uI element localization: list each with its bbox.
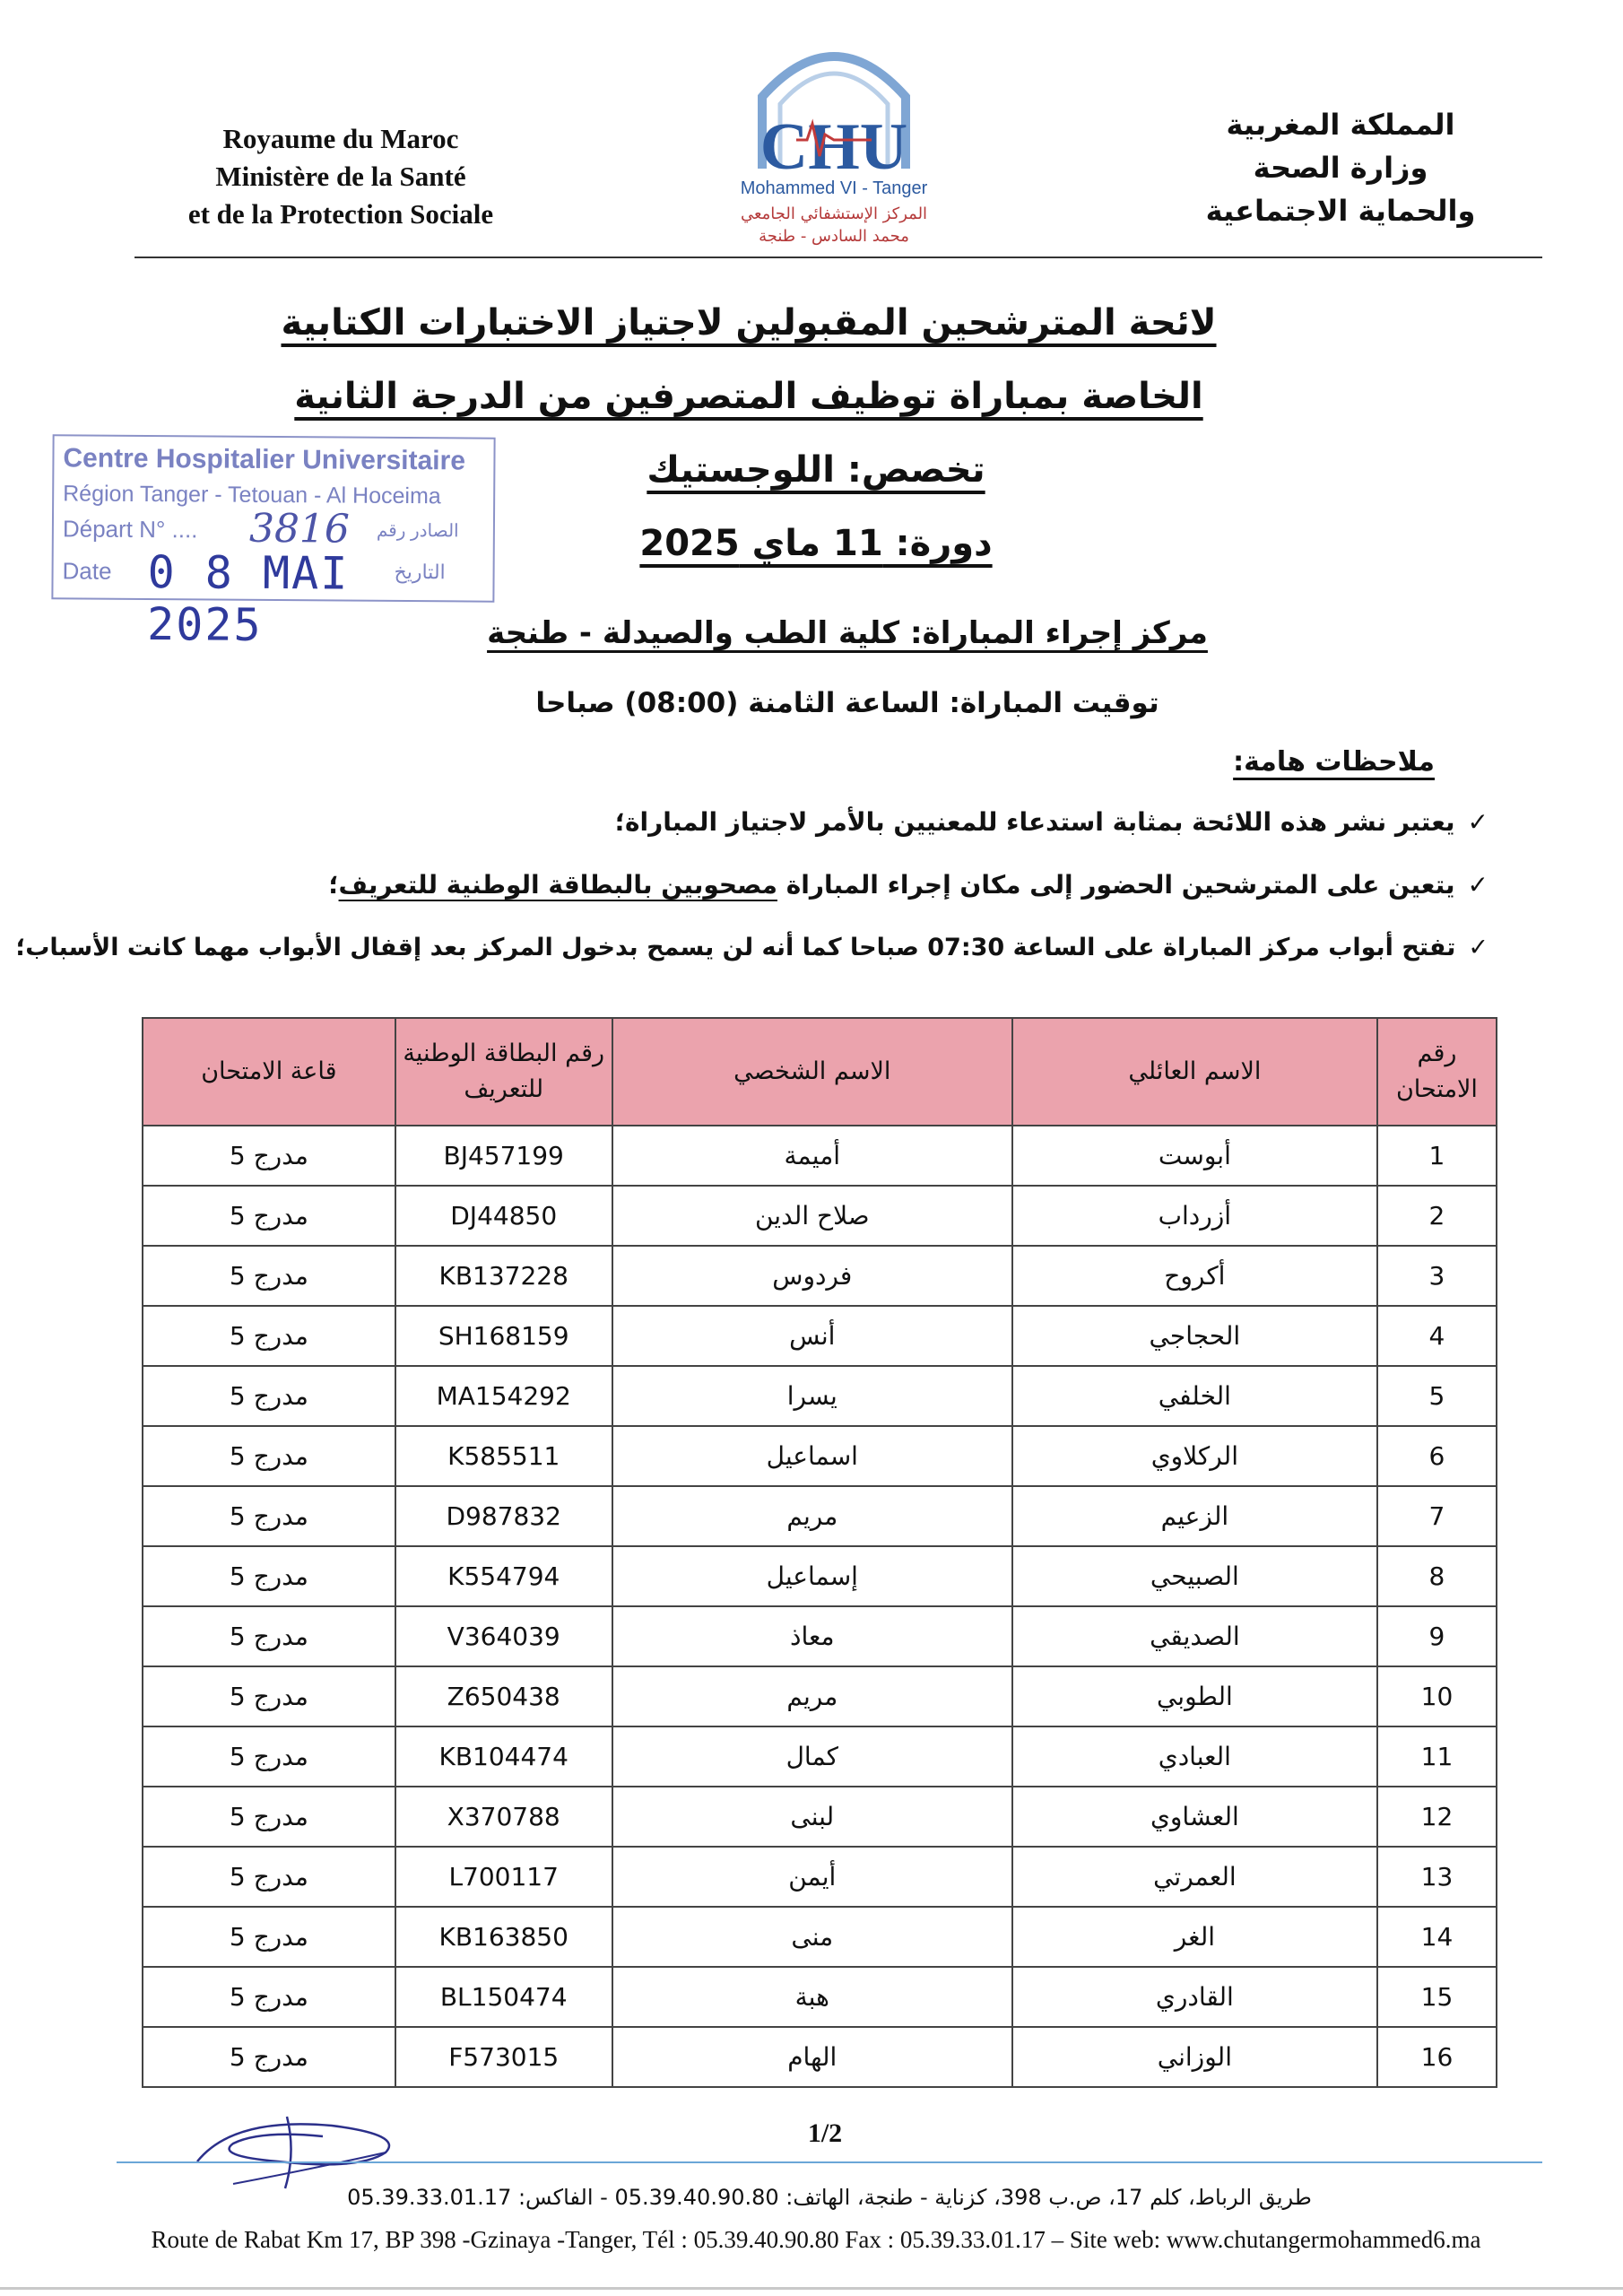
note-3-text: تفتح أبواب مركز المباراة على الساعة 07:30 صباحا كما أنه لن يسمح بدخول المركز بعد إقفال الأبواب مهما كانت الأسباب؛ <box>15 934 1456 961</box>
footer-arabic-address: طريق الرباط، كلم 17، ص.ب 398، كزناية - طنجة، الهاتف: 05.39.40.90.80 - الفاكس: 05.39.33.01.17 <box>347 2185 1312 2210</box>
cell-cin: V364039 <box>395 1606 612 1666</box>
chu-logo <box>708 34 959 258</box>
cell-family: القادري <box>1012 1967 1377 2027</box>
checkmark-icon: ✓ <box>1467 807 1488 837</box>
cell-cin: KB163850 <box>395 1907 612 1967</box>
table-row <box>143 1126 1497 1186</box>
stamp-depart-label: Départ N° .... <box>62 515 198 544</box>
checkmark-icon: ✓ <box>1468 934 1488 961</box>
cell-family: الطوبي <box>1012 1666 1377 1726</box>
cell-cin: KB104474 <box>395 1726 612 1787</box>
stamp-date-arabic: التاريخ <box>394 560 446 584</box>
cell-num: 7 <box>1377 1486 1497 1546</box>
cell-room: مدرج 5 <box>143 1366 395 1426</box>
cell-given: مريم <box>612 1486 1012 1546</box>
table-row <box>143 1426 1497 1486</box>
cell-room: مدرج 5 <box>143 1967 395 2027</box>
table-row <box>143 1306 1497 1366</box>
checkmark-icon: ✓ <box>1467 870 1488 900</box>
cell-num: 10 <box>1377 1666 1497 1726</box>
cell-given: كمال <box>612 1726 1012 1787</box>
stamp-depart-arabic: الصادر رقم <box>376 520 459 542</box>
cell-room: مدرج 5 <box>143 1186 395 1246</box>
cell-cin: K585511 <box>395 1426 612 1486</box>
cell-cin: SH168159 <box>395 1306 612 1366</box>
table-row <box>143 1486 1497 1546</box>
cell-given: أنس <box>612 1306 1012 1366</box>
header-fr-line-1: Royaume du Maroc <box>222 123 459 154</box>
note-2-underlined: مصحوبين بالبطاقة الوطنية للتعريف <box>338 870 777 900</box>
cell-given: أميمة <box>612 1126 1012 1186</box>
cell-room: مدرج 5 <box>143 1306 395 1366</box>
note-item-2 <box>90 866 1488 904</box>
table-body <box>143 1126 1497 2087</box>
registry-stamp <box>51 434 495 651</box>
cell-room: مدرج 5 <box>143 1907 395 1967</box>
specialty: تخصص: اللوجستيك <box>647 449 985 491</box>
cell-given: يسرا <box>612 1366 1012 1426</box>
table-header-row <box>143 1018 1497 1126</box>
cell-num: 12 <box>1377 1787 1497 1847</box>
cell-cin: Z650438 <box>395 1666 612 1726</box>
cell-family: الزعيم <box>1012 1486 1377 1546</box>
cell-room: مدرج 5 <box>143 1546 395 1606</box>
stamp-depart-number: 3816 <box>248 505 351 552</box>
logo-arabic-line-2: محمد السادس - طنجة <box>759 227 909 246</box>
cell-cin: D987832 <box>395 1486 612 1546</box>
cell-given: الهام <box>612 2027 1012 2087</box>
table-row <box>143 2027 1497 2087</box>
cell-room: مدرج 5 <box>143 1126 395 1186</box>
cell-family: الوزاني <box>1012 2027 1377 2087</box>
header-exam-room: قاعة الامتحان <box>143 1018 395 1126</box>
cell-room: مدرج 5 <box>143 1847 395 1907</box>
cell-num: 5 <box>1377 1366 1497 1426</box>
header-divider <box>135 257 1542 258</box>
cell-num: 2 <box>1377 1186 1497 1246</box>
cell-num: 9 <box>1377 1606 1497 1666</box>
title-line-2: الخاصة بمباراة توظيف المتصرفين من الدرجة الثانية <box>294 376 1203 417</box>
table-row <box>143 1606 1497 1666</box>
note-2-tail: ؛ <box>328 870 339 900</box>
cell-given: فردوس <box>612 1246 1012 1306</box>
table-row <box>143 1546 1497 1606</box>
cell-given: صلاح الدين <box>612 1186 1012 1246</box>
cell-cin: KB137228 <box>395 1246 612 1306</box>
cell-family: العمرتي <box>1012 1847 1377 1907</box>
logo-arabic-line-1: المركز الإستشفائي الجامعي <box>740 204 928 223</box>
cell-given: اسماعيل <box>612 1426 1012 1486</box>
table-row <box>143 1967 1497 2027</box>
table-row <box>143 1726 1497 1787</box>
note-2-text: يتعين على المترشحين الحضور إلى مكان إجراء المباراة <box>777 870 1455 900</box>
cell-cin: MA154292 <box>395 1366 612 1426</box>
cell-family: الخلفي <box>1012 1366 1377 1426</box>
table-row <box>143 1847 1497 1907</box>
stamp-date-label: Date <box>62 557 112 585</box>
stamp-line-2: Région Tanger - Tetouan - Al Hoceima <box>63 481 441 509</box>
cell-room: مدرج 5 <box>143 1606 395 1666</box>
page-bottom-edge <box>0 2287 1623 2290</box>
cell-room: مدرج 5 <box>143 2027 395 2087</box>
header-exam-number: رقم الامتحان <box>1377 1018 1497 1126</box>
table-row <box>143 1666 1497 1726</box>
header-fr-line-2: Ministère de la Santé <box>215 161 466 192</box>
cell-family: أزرداب <box>1012 1186 1377 1246</box>
footer-divider <box>117 2161 1542 2163</box>
cell-cin: F573015 <box>395 2027 612 2087</box>
cell-room: مدرج 5 <box>143 1426 395 1486</box>
header-national-id: رقم البطاقة الوطنية للتعريف <box>395 1018 612 1126</box>
header-french <box>135 120 547 233</box>
candidates-table <box>142 1017 1497 2088</box>
cell-cin: L700117 <box>395 1847 612 1907</box>
header-fr-line-3: et de la Protection Sociale <box>187 198 494 230</box>
cell-cin: BL150474 <box>395 1967 612 2027</box>
cell-given: إسماعيل <box>612 1546 1012 1606</box>
logo-subtitle: Mohammed VI - Tanger <box>740 178 928 198</box>
header-given-name: الاسم الشخصي <box>612 1018 1012 1126</box>
title-line-1: لائحة المترشحين المقبولين لاجتياز الاختبارات الكتابية <box>281 302 1217 344</box>
notes-heading: ملاحظات هامة: <box>1233 746 1435 778</box>
cell-room: مدرج 5 <box>143 1726 395 1787</box>
cell-family: الركلاوي <box>1012 1426 1377 1486</box>
table-row <box>143 1787 1497 1847</box>
cell-family: الغر <box>1012 1907 1377 1967</box>
cell-room: مدرج 5 <box>143 1246 395 1306</box>
header-arabic <box>1193 103 1488 232</box>
cell-room: مدرج 5 <box>143 1486 395 1546</box>
session-date: دورة: 11 ماي 2025 <box>639 523 993 564</box>
cell-num: 11 <box>1377 1726 1497 1787</box>
stamp-line-1: Centre Hospitalier Universitaire <box>63 443 466 476</box>
cell-given: مريم <box>612 1666 1012 1726</box>
cell-given: لبنى <box>612 1787 1012 1847</box>
footer-french-address: Route de Rabat Km 17, BP 398 -Gzinaya -Tanger, Tél : 05.39.40.90.80 Fax : 05.39.33.01.17 – Site web: www.chutangermohammed6.ma <box>151 2226 1481 2253</box>
cell-cin: X370788 <box>395 1787 612 1847</box>
cell-num: 8 <box>1377 1546 1497 1606</box>
cell-room: مدرج 5 <box>143 1666 395 1726</box>
cell-num: 4 <box>1377 1306 1497 1366</box>
cell-family: العشاوي <box>1012 1787 1377 1847</box>
cell-cin: BJ457199 <box>395 1126 612 1186</box>
signature-icon <box>179 2099 448 2197</box>
cell-family: الحجاجي <box>1012 1306 1377 1366</box>
table-row <box>143 1907 1497 1967</box>
note-item-1 <box>90 804 1488 841</box>
note-1-text: يعتبر نشر هذه اللائحة بمثابة استدعاء للمعنيين بالأمر لاجتياز المباراة؛ <box>614 807 1455 837</box>
cell-given: هبة <box>612 1967 1012 2027</box>
stamp-date-value: 0 8 MAI 2025 <box>146 546 350 651</box>
header-ar-line-2: وزارة الصحة <box>1253 151 1428 185</box>
exam-time: توقيت المباراة: الساعة الثامنة (08:00) صباحا <box>535 687 1159 719</box>
page-number: 1/2 <box>807 2118 843 2148</box>
table-row <box>143 1186 1497 1246</box>
cell-given: منى <box>612 1907 1012 1967</box>
note-item-3 <box>15 929 1488 967</box>
cell-num: 1 <box>1377 1126 1497 1186</box>
header-ar-line-3: والحماية الاجتماعية <box>1205 194 1476 228</box>
cell-num: 13 <box>1377 1847 1497 1907</box>
cell-num: 16 <box>1377 2027 1497 2087</box>
cell-given: معاذ <box>612 1606 1012 1666</box>
cell-family: العبادي <box>1012 1726 1377 1787</box>
cell-num: 3 <box>1377 1246 1497 1306</box>
cell-given: أيمن <box>612 1847 1012 1907</box>
cell-cin: DJ44850 <box>395 1186 612 1246</box>
cell-family: أكروح <box>1012 1246 1377 1306</box>
table-row <box>143 1366 1497 1426</box>
cell-cin: K554794 <box>395 1546 612 1606</box>
cell-num: 6 <box>1377 1426 1497 1486</box>
logo-letters: CHU <box>759 110 908 184</box>
cell-family: الصبيحي <box>1012 1546 1377 1606</box>
header-ar-line-1: المملكة المغربية <box>1226 108 1455 142</box>
cell-family: أبوست <box>1012 1126 1377 1186</box>
cell-room: مدرج 5 <box>143 1787 395 1847</box>
cell-num: 14 <box>1377 1907 1497 1967</box>
table-row <box>143 1246 1497 1306</box>
cell-num: 15 <box>1377 1967 1497 2027</box>
exam-center: مركز إجراء المباراة: كلية الطب والصيدلة - طنجة <box>487 615 1208 651</box>
cell-family: الصديقي <box>1012 1606 1377 1666</box>
header-family-name: الاسم العائلي <box>1012 1018 1377 1126</box>
